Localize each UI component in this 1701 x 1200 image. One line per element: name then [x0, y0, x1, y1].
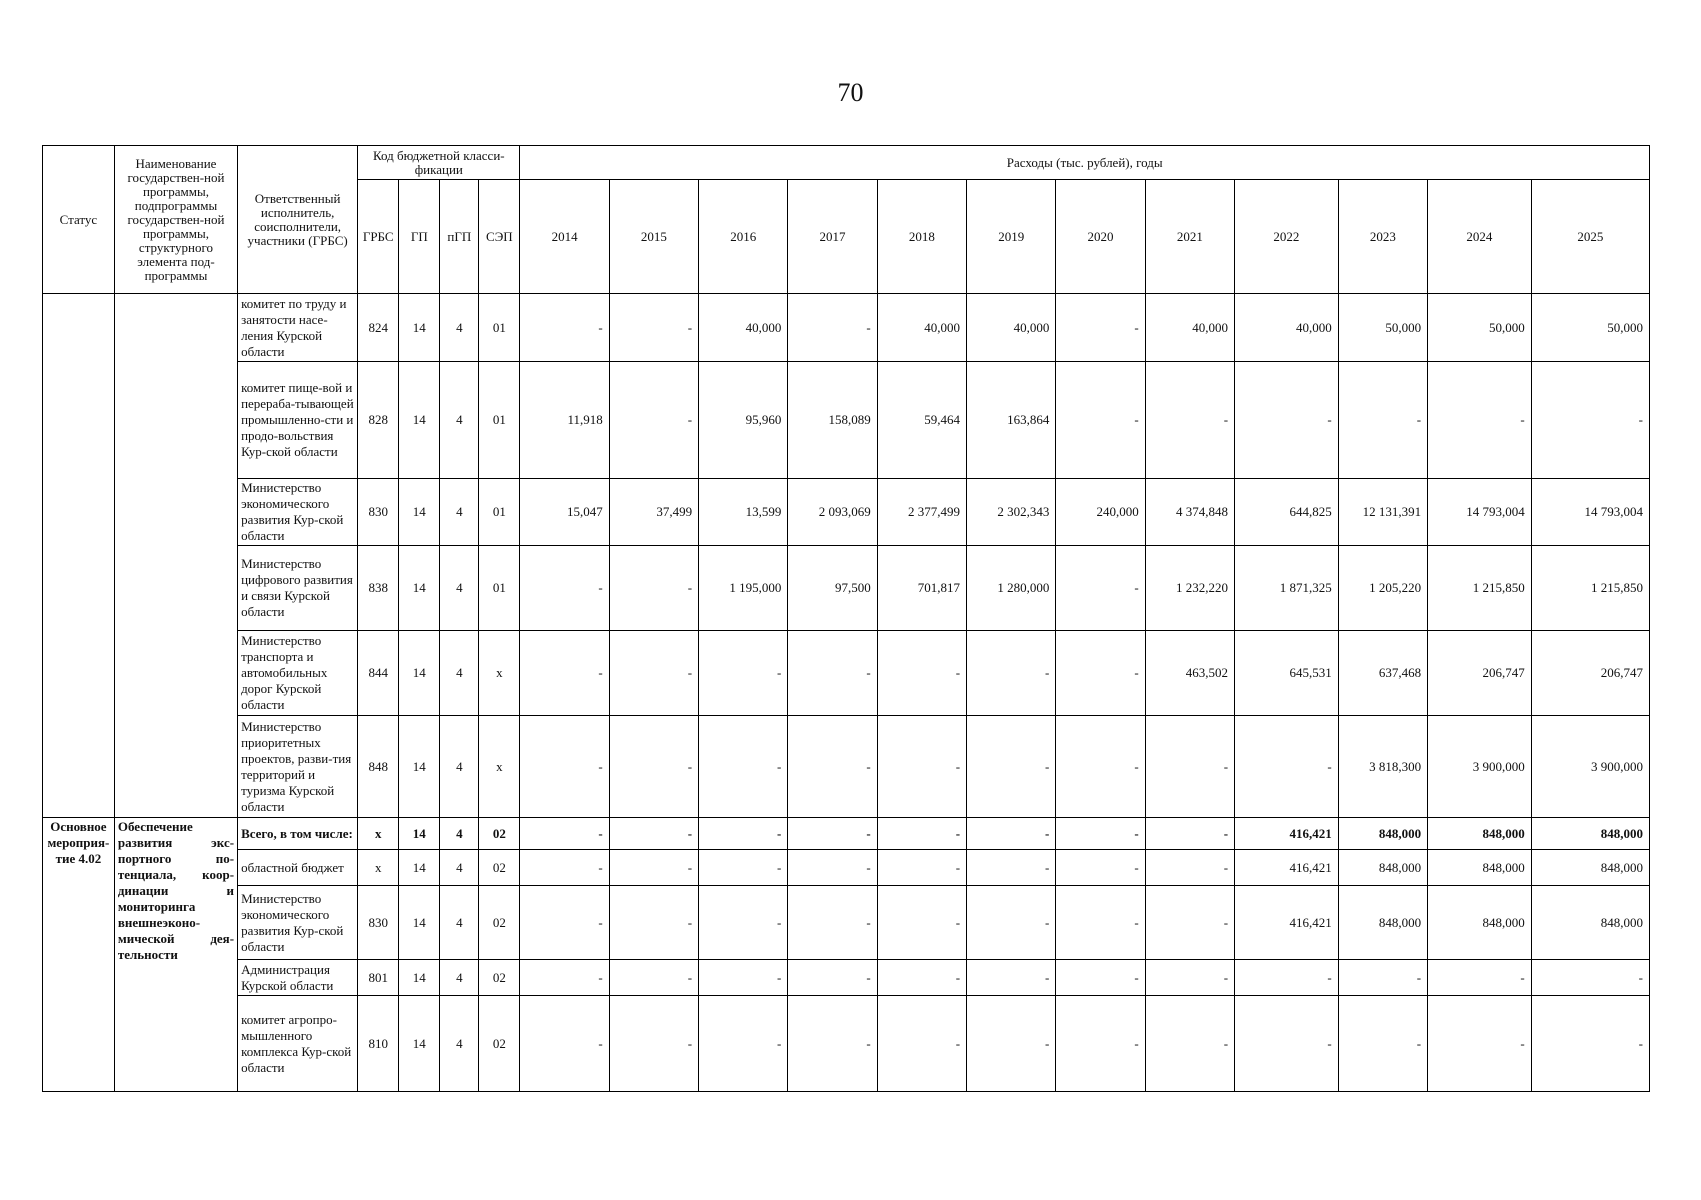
value-cell: 463,502 [1145, 631, 1234, 716]
value-cell: - [1235, 960, 1339, 996]
header-year-2021: 2021 [1145, 180, 1234, 294]
table-row [43, 479, 1650, 546]
code-cell: 01 [479, 294, 520, 362]
value-cell: - [877, 886, 966, 960]
code-cell: 810 [358, 996, 399, 1092]
value-cell: - [877, 996, 966, 1092]
header-code-пГП: пГП [440, 180, 479, 294]
executor-cell: Министерство экономического развития Кур-ской области [238, 886, 358, 960]
value-cell: - [1056, 850, 1145, 886]
value-cell: - [520, 886, 609, 960]
value-cell: 206,747 [1531, 631, 1649, 716]
value-cell: - [1235, 362, 1339, 479]
header-year-2017: 2017 [788, 180, 877, 294]
value-cell: 637,468 [1338, 631, 1427, 716]
value-cell: 1 205,220 [1338, 546, 1427, 631]
value-cell: - [520, 850, 609, 886]
value-cell: - [699, 716, 788, 818]
value-cell: 645,531 [1235, 631, 1339, 716]
value-cell: 95,960 [699, 362, 788, 479]
value-cell: 206,747 [1428, 631, 1532, 716]
value-cell: - [1338, 362, 1427, 479]
value-cell: - [1056, 631, 1145, 716]
code-cell: 02 [479, 886, 520, 960]
budget-table [42, 145, 1650, 1092]
value-cell: - [1145, 850, 1234, 886]
value-cell: 13,599 [699, 479, 788, 546]
value-cell: 848,000 [1338, 886, 1427, 960]
code-cell: x [479, 631, 520, 716]
value-cell: - [699, 850, 788, 886]
header-year-2020: 2020 [1056, 180, 1145, 294]
value-cell: 2 377,499 [877, 479, 966, 546]
code-cell: 14 [399, 850, 440, 886]
value-cell: - [1145, 960, 1234, 996]
value-cell: 4 374,848 [1145, 479, 1234, 546]
value-cell: - [1145, 996, 1234, 1092]
value-cell: - [1145, 818, 1234, 850]
value-cell: 416,421 [1235, 850, 1339, 886]
executor-cell: Министерство транспорта и автомобильных дорог Курской области [238, 631, 358, 716]
program-name-cell [114, 294, 237, 818]
code-cell: 4 [440, 546, 479, 631]
value-cell: - [609, 818, 698, 850]
value-cell: - [967, 716, 1056, 818]
value-cell: - [1145, 716, 1234, 818]
value-cell: 416,421 [1235, 818, 1339, 850]
code-cell: 14 [399, 818, 440, 850]
executor-cell: комитет пище-вой и перераба-тывающей промышленно-сти и продо-вольствия Кур-ской области [238, 362, 358, 479]
value-cell: 14 793,004 [1531, 479, 1649, 546]
value-cell: - [520, 716, 609, 818]
table-row [43, 362, 1650, 479]
value-cell: - [699, 996, 788, 1092]
value-cell: - [877, 850, 966, 886]
program-name-cell: Обеспечение развития экс-портного по-тенциала, коор-динации и мониторинга внешнеэконо-мической дея-тельности [114, 818, 237, 1092]
executor-cell: Министерство экономического развития Кур-ской области [238, 479, 358, 546]
value-cell: - [877, 960, 966, 996]
code-cell: 4 [440, 960, 479, 996]
value-cell: - [609, 294, 698, 362]
value-cell: - [609, 362, 698, 479]
code-cell: 838 [358, 546, 399, 631]
value-cell: 59,464 [877, 362, 966, 479]
header-year-2023: 2023 [1338, 180, 1427, 294]
value-cell: - [1145, 362, 1234, 479]
header-code-ГП: ГП [399, 180, 440, 294]
value-cell: - [609, 960, 698, 996]
code-cell: 01 [479, 479, 520, 546]
code-cell: 824 [358, 294, 399, 362]
value-cell: - [877, 631, 966, 716]
header-year-2024: 2024 [1428, 180, 1532, 294]
value-cell: - [520, 960, 609, 996]
header-year-2014: 2014 [520, 180, 609, 294]
value-cell: 40,000 [967, 294, 1056, 362]
value-cell: - [788, 996, 877, 1092]
value-cell: - [609, 546, 698, 631]
value-cell: 97,500 [788, 546, 877, 631]
code-cell: x [358, 818, 399, 850]
code-cell: 14 [399, 362, 440, 479]
value-cell: - [609, 716, 698, 818]
value-cell: 158,089 [788, 362, 877, 479]
value-cell: 40,000 [1145, 294, 1234, 362]
value-cell: 1 871,325 [1235, 546, 1339, 631]
value-cell: 3 900,000 [1531, 716, 1649, 818]
status-cell [43, 294, 115, 818]
value-cell: 848,000 [1338, 850, 1427, 886]
executor-cell: комитет агропро-мышленного комплекса Кур-ской области [238, 996, 358, 1092]
value-cell: - [520, 631, 609, 716]
header-code-СЭП: СЭП [479, 180, 520, 294]
value-cell: - [1531, 996, 1649, 1092]
code-cell: 844 [358, 631, 399, 716]
code-cell: x [479, 716, 520, 818]
value-cell: - [1056, 960, 1145, 996]
header-budget-code: Код бюджетной класси-фикации [358, 146, 520, 180]
header-year-2019: 2019 [967, 180, 1056, 294]
code-cell: 828 [358, 362, 399, 479]
table-row [43, 546, 1650, 631]
value-cell: - [1056, 996, 1145, 1092]
value-cell: 1 195,000 [699, 546, 788, 631]
value-cell: - [520, 294, 609, 362]
code-cell: 14 [399, 631, 440, 716]
header-program-name: Наименование государствен-ной программы, подпрограммы государствен-ной программы, структурного элемента под-программы [114, 146, 237, 294]
code-cell: 14 [399, 479, 440, 546]
value-cell: - [967, 818, 1056, 850]
value-cell: - [877, 716, 966, 818]
table-row [43, 631, 1650, 716]
value-cell: - [1056, 818, 1145, 850]
value-cell: - [788, 886, 877, 960]
code-cell: 02 [479, 960, 520, 996]
value-cell: - [699, 886, 788, 960]
code-cell: 01 [479, 362, 520, 479]
header-executor: Ответственный исполнитель, соисполнители, участники (ГРБС) [238, 146, 358, 294]
code-cell: 4 [440, 716, 479, 818]
code-cell: 848 [358, 716, 399, 818]
value-cell: - [1056, 716, 1145, 818]
table-row [43, 850, 1650, 886]
value-cell: - [609, 886, 698, 960]
value-cell: - [788, 818, 877, 850]
value-cell: 40,000 [877, 294, 966, 362]
header-expenses: Расходы (тыс. рублей), годы [520, 146, 1650, 180]
code-cell: x [358, 850, 399, 886]
code-cell: 02 [479, 818, 520, 850]
value-cell: 50,000 [1531, 294, 1649, 362]
code-cell: 14 [399, 886, 440, 960]
code-cell: 4 [440, 886, 479, 960]
value-cell: 40,000 [1235, 294, 1339, 362]
value-cell: - [877, 818, 966, 850]
value-cell: 50,000 [1428, 294, 1532, 362]
value-cell: 3 818,300 [1338, 716, 1427, 818]
table-row [43, 818, 1650, 850]
code-cell: 01 [479, 546, 520, 631]
value-cell: 1 280,000 [967, 546, 1056, 631]
value-cell: - [788, 294, 877, 362]
value-cell: - [1531, 362, 1649, 479]
code-cell: 4 [440, 996, 479, 1092]
value-cell: 50,000 [1338, 294, 1427, 362]
value-cell: - [699, 818, 788, 850]
header-year-2025: 2025 [1531, 180, 1649, 294]
executor-cell: Всего, в том числе: [238, 818, 358, 850]
value-cell: - [1056, 362, 1145, 479]
code-cell: 4 [440, 362, 479, 479]
value-cell: - [1338, 960, 1427, 996]
value-cell: - [520, 996, 609, 1092]
value-cell: - [699, 960, 788, 996]
value-cell: - [1056, 886, 1145, 960]
value-cell: 1 215,850 [1531, 546, 1649, 631]
value-cell: 848,000 [1428, 886, 1532, 960]
value-cell: 240,000 [1056, 479, 1145, 546]
value-cell: 12 131,391 [1338, 479, 1427, 546]
table-row [43, 716, 1650, 818]
code-cell: 830 [358, 886, 399, 960]
value-cell: 15,047 [520, 479, 609, 546]
value-cell: - [967, 631, 1056, 716]
code-cell: 02 [479, 850, 520, 886]
value-cell: 848,000 [1531, 886, 1649, 960]
executor-cell: областной бюджет [238, 850, 358, 886]
code-cell: 830 [358, 479, 399, 546]
header-year-2022: 2022 [1235, 180, 1339, 294]
table-row [43, 960, 1650, 996]
table-row [43, 294, 1650, 362]
code-cell: 14 [399, 294, 440, 362]
page-number: 70 [837, 78, 864, 107]
value-cell: 14 793,004 [1428, 479, 1532, 546]
value-cell: - [967, 850, 1056, 886]
status-cell: Основное мероприя-тие 4.02 [43, 818, 115, 1092]
code-cell: 4 [440, 479, 479, 546]
value-cell: - [1235, 996, 1339, 1092]
value-cell: 848,000 [1428, 850, 1532, 886]
code-cell: 14 [399, 546, 440, 631]
value-cell: - [788, 850, 877, 886]
value-cell: 37,499 [609, 479, 698, 546]
code-cell: 4 [440, 631, 479, 716]
executor-cell: Министерство приоритетных проектов, разви-тия территорий и туризма Курской области [238, 716, 358, 818]
value-cell: - [1056, 546, 1145, 631]
executor-cell: Министерство цифрового развития и связи Курской области [238, 546, 358, 631]
value-cell: - [788, 631, 877, 716]
value-cell: - [609, 996, 698, 1092]
value-cell: 11,918 [520, 362, 609, 479]
executor-cell: комитет по труду и занятости насе-ления Курской области [238, 294, 358, 362]
value-cell: 848,000 [1338, 818, 1427, 850]
value-cell: - [967, 960, 1056, 996]
value-cell: 848,000 [1531, 850, 1649, 886]
value-cell: 3 900,000 [1428, 716, 1532, 818]
value-cell: - [1428, 362, 1532, 479]
value-cell: - [1056, 294, 1145, 362]
value-cell: - [967, 996, 1056, 1092]
code-cell: 4 [440, 294, 479, 362]
value-cell: 2 302,343 [967, 479, 1056, 546]
value-cell: - [967, 886, 1056, 960]
executor-cell: Администрация Курской области [238, 960, 358, 996]
code-cell: 4 [440, 850, 479, 886]
header-code-ГРБС: ГРБС [358, 180, 399, 294]
value-cell: - [1145, 886, 1234, 960]
value-cell: 848,000 [1531, 818, 1649, 850]
value-cell: - [1338, 996, 1427, 1092]
value-cell: 416,421 [1235, 886, 1339, 960]
value-cell: - [788, 960, 877, 996]
code-cell: 14 [399, 960, 440, 996]
value-cell: - [520, 818, 609, 850]
value-cell: - [1428, 960, 1532, 996]
value-cell: - [788, 716, 877, 818]
value-cell: - [1531, 960, 1649, 996]
value-cell: 1 232,220 [1145, 546, 1234, 631]
code-cell: 4 [440, 818, 479, 850]
code-cell: 14 [399, 996, 440, 1092]
value-cell: - [609, 631, 698, 716]
value-cell: 701,817 [877, 546, 966, 631]
header-year-2016: 2016 [699, 180, 788, 294]
value-cell: - [1428, 996, 1532, 1092]
value-cell: - [609, 850, 698, 886]
code-cell: 14 [399, 716, 440, 818]
header-year-2015: 2015 [609, 180, 698, 294]
value-cell: - [520, 546, 609, 631]
value-cell: 1 215,850 [1428, 546, 1532, 631]
code-cell: 02 [479, 996, 520, 1092]
header-status: Статус [43, 146, 115, 294]
value-cell: 848,000 [1428, 818, 1532, 850]
header-year-2018: 2018 [877, 180, 966, 294]
code-cell: 801 [358, 960, 399, 996]
value-cell: - [699, 631, 788, 716]
table-row [43, 886, 1650, 960]
value-cell: 2 093,069 [788, 479, 877, 546]
value-cell: - [1235, 716, 1339, 818]
value-cell: 163,864 [967, 362, 1056, 479]
value-cell: 40,000 [699, 294, 788, 362]
value-cell: 644,825 [1235, 479, 1339, 546]
table-row [43, 996, 1650, 1092]
